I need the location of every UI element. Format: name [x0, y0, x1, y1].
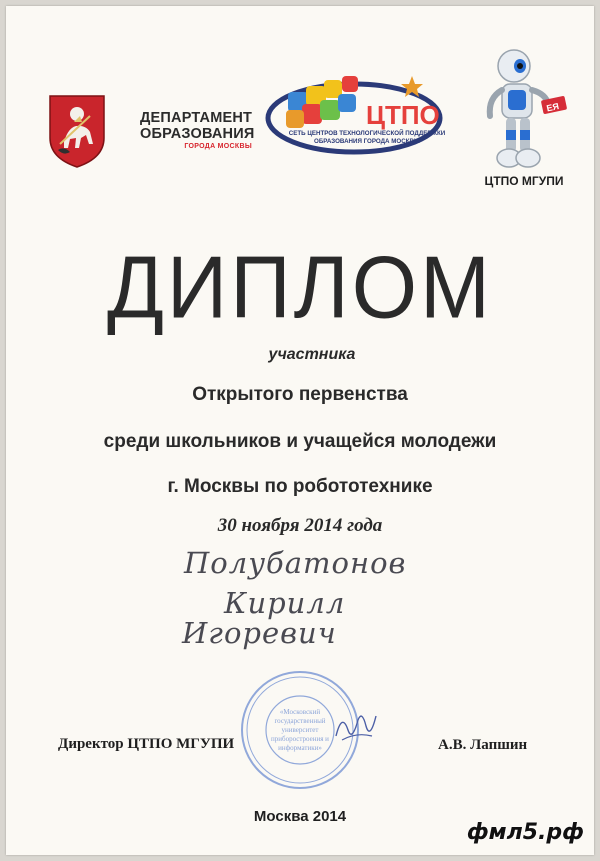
ctpo-caption-line1: СЕТЬ ЦЕНТРОВ ТЕХНОЛОГИЧЕСКОЙ ПОДДЕРЖКИ: [288, 130, 446, 137]
diploma-line3: г. Москвы по робототехнике: [167, 476, 433, 497]
department-logo-text: [140, 110, 260, 151]
recipient-patronymic: Игоревич: [182, 616, 337, 650]
department-line1: ДЕПАРТАМЕНТ: [140, 110, 253, 126]
director-label: Директор ЦТПО МГУПИ: [58, 736, 235, 752]
recipient-surname: Полубатонов: [184, 546, 407, 580]
moscow-coat-of-arms-icon: [46, 92, 108, 170]
stamp-line2: государственный: [274, 717, 326, 725]
place-year: Москва 2014: [253, 808, 347, 825]
robot-mascot-icon: [476, 46, 572, 176]
robot-badge-text: ЕЯ: [545, 101, 560, 114]
diploma-line1: Открытого первенства: [192, 384, 408, 405]
stamp-line3: университет: [281, 726, 319, 734]
diploma-sheet: [6, 6, 594, 855]
stamp-line1: «Московский: [279, 708, 321, 716]
diploma-line2: среди школьников и учащейся молодежи: [103, 431, 497, 452]
robot-caption: ЦТПО МГУПИ: [484, 174, 564, 188]
diploma-title: ДИПЛОМ: [106, 237, 494, 337]
ctpo-caption-line2: ОБРАЗОВАНИЯ ГОРОДА МОСКВЫ: [314, 138, 420, 145]
stamp-line5: информатики»: [278, 744, 322, 752]
department-line2: ОБРАЗОВАНИЯ: [140, 126, 255, 142]
ctpo-caption: [282, 130, 452, 146]
director-signature-icon: [332, 706, 380, 746]
recipient-name: Кирилл: [224, 586, 346, 620]
department-city: ГОРОДА МОСКВЫ: [184, 143, 252, 150]
stamp-line4: приборостроения и: [271, 735, 329, 743]
diploma-subtitle: участника: [268, 346, 356, 363]
ctpo-logo-text: ЦТПО: [366, 100, 440, 130]
director-name: А.В. Лапшин: [438, 737, 528, 753]
diploma-date: 30 ноября 2014 года: [217, 515, 383, 536]
site-watermark: фмл5.рф: [466, 820, 584, 845]
ctpo-logo-icon: [262, 66, 450, 164]
